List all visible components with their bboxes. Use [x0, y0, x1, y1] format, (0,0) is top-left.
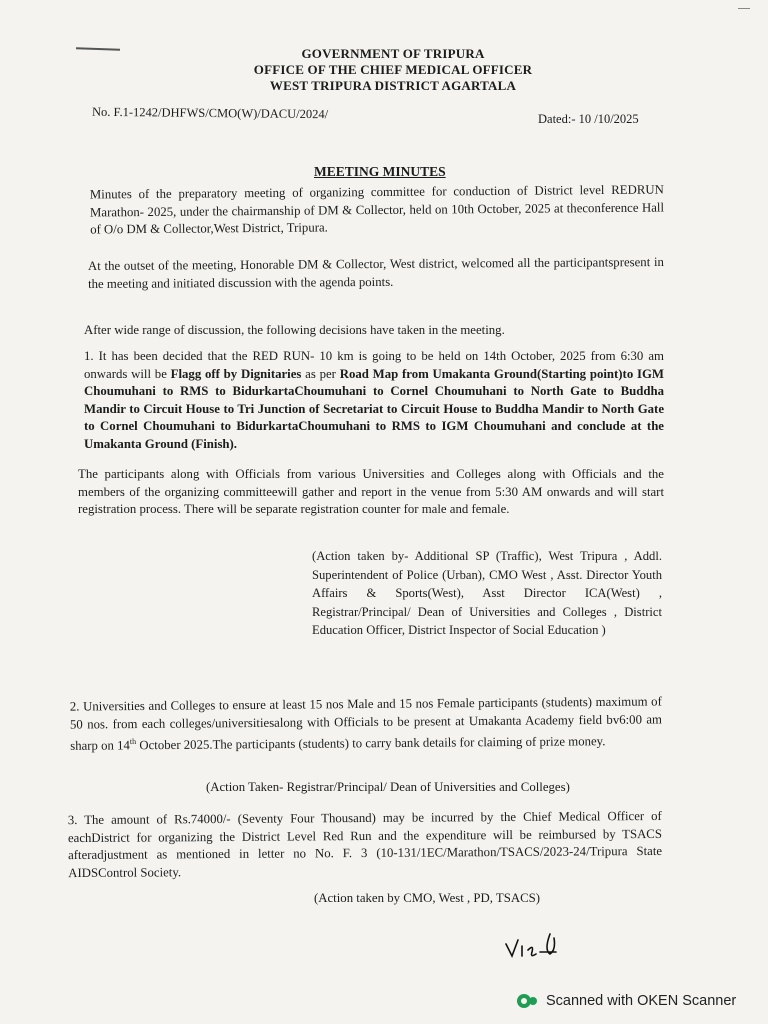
participants-paragraph: The participants along with Officials from various Universities and Colleges along with Officials and the members of the organizing committeewill gather and report in the venue from 5:30 AM onwards and will start registration process. There will be separate registration counter for male and female. — [78, 467, 664, 516]
decisions-intro: After wide range of discussion, the following decisions have taken in the meeting. — [84, 323, 505, 337]
decision-2 — [70, 693, 662, 755]
action-taken-2: (Action Taken- Registrar/Principal/ Dean of Universities and Colleges) — [206, 780, 570, 794]
handwritten-signature — [504, 930, 564, 964]
decision-1-road-map: Road Map from Umakanta Ground(Starting point)to IGM Choumuhani to RMS to BidurkartaChoumuhani to Cornel Choumuhani to North Gate to Buddha Mandir to Circuit House to Tri Junction of Secretariat to Circuit House to Buddha Mandir to North Gate to Cornel Choumuhani to BidurkartaChoumuhani to RMS to IGM Choumuhani and conclude at the Umakanta Ground (Finish). — [84, 366, 664, 451]
scanner-watermark — [516, 990, 736, 1012]
letterhead — [0, 46, 768, 94]
corner-mark — [738, 8, 750, 9]
decision-2-superscript: th — [129, 737, 137, 747]
decision-2-text-a: 2. Universities and Colleges to ensure at least 15 nos Male and 15 nos Female participants (students) maximum of 50 nos. from each colleges/universitiesalong with Officials to be present at Umakanta Academy field bv6:00 am sharp on 14 — [69, 694, 663, 753]
action-taken-1: (Action taken by- Additional SP (Traffic), West Tripura , Addl. Superintendent of Police (Urban), CMO West , Asst. Director Youth Affairs & Sports(West), Asst Director ICA(West) , Registrar/Principal/ Dean of Universities and Colleges , District Education Officer, District Inspector of Social Education ) — [312, 549, 662, 637]
scanner-label: Scanned with OKEN Scanner — [546, 993, 737, 1009]
oken-scanner-icon — [516, 990, 538, 1012]
document-date: Dated:- 10 /10/2025 — [538, 112, 639, 126]
reference-number: No. F.1-1242/DHFWS/CMO(W)/DACU/2024/ — [91, 104, 329, 122]
decision-1-text-c: as per — [301, 366, 340, 381]
letterhead-line-district: WEST TRIPURA DISTRICT AGARTALA — [269, 78, 517, 93]
decision-1 — [84, 348, 664, 453]
letterhead-line-office: OFFICE OF THE CHIEF MEDICAL OFFICER — [253, 62, 533, 77]
decision-3: 3. The amount of Rs.74000/- (Seventy Four Thousand) may be incurred by the Chief Medical Officer of eachDistrict for organizing the District Level Red Run and the expenditure will be reimbursed by TSACS afteradjustment as mentioned in letter no No. F. 3 (10-131/1EC/Marathon/TSACS/2023-24/Tripura State AIDSControl Society. — [67, 808, 663, 880]
decision-1-flag-off: Flagg off by Dignitaries — [170, 366, 302, 381]
intro-paragraph: Minutes of the preparatory meeting of organizing committee for conduction of District level REDRUN Marathon- 2025, under the chairmanship of DM & Collector, held on 10th October, 2025 at theconference Hall of O/o DM & Collector,West District, Tripura. — [89, 182, 665, 237]
document-title: MEETING MINUTES — [314, 164, 446, 179]
letterhead-line-government: GOVERNMENT OF TRIPURA — [301, 46, 485, 61]
outset-paragraph: At the outset of the meeting, Honorable DM & Collector, West district, welcomed all the participantspresent in the meeting and initiated discussion with the agenda points. — [87, 254, 664, 291]
decision-2-text-b: October 2025.The participants (students) to carry bank details for claiming of prize money. — [136, 734, 606, 753]
decision-1-text-a: 1. It has been decided that the RED RUN- 10 km is going to be held on 14th October, 2025 from 6:30 am onwards will be — [84, 349, 664, 381]
action-taken-3: (Action taken by CMO, West , PD, TSACS) — [314, 891, 541, 905]
